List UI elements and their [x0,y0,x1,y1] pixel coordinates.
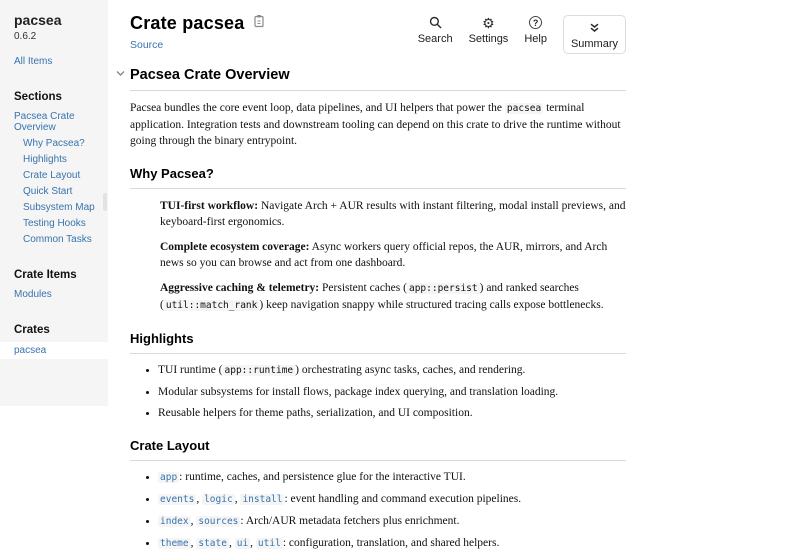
question-circle-icon: ? [529,15,542,30]
sidebar-item-quick-start[interactable]: Quick Start [23,186,73,197]
list-item: • TUI runtime ( app::runtime ) orchestrating async tasks, caches, and rendering. [158,362,626,379]
crate-layout-list [130,469,626,552]
list-item: • Modular subsystems for install flows, package index querying, and translation loading. [158,384,626,400]
inline-code: util::match_rank [165,300,258,311]
list-item: • Reusable helpers for theme paths, serialization, and UI composition. [158,405,626,421]
search-button[interactable] [418,15,453,45]
search-label: Search [417,33,453,45]
module-link[interactable]: state [198,538,227,549]
module-link[interactable]: app [160,472,178,483]
page-header [130,13,626,54]
sidebar [0,0,108,406]
module-link[interactable]: index [160,516,189,527]
settings-button[interactable] [469,15,509,45]
summary-button[interactable] [563,15,626,54]
toolbar [418,15,626,54]
page-title: Crate pacsea [130,13,245,33]
module-link[interactable]: install [242,494,283,505]
sidebar-crate-items-heading: Crate Items [14,269,77,281]
sidebar-item-modules[interactable]: Modules [14,289,52,300]
search-icon [429,15,442,30]
module-link[interactable]: theme [160,538,189,549]
highlights-list [130,362,626,421]
main-content [108,0,800,549]
sidebar-item-why-pacsea[interactable]: Why Pacsea? [23,138,85,149]
sidebar-all-items-link[interactable]: All Items [14,56,53,67]
why-item: Aggressive caching & telemetry: Persistent caches ( app::persist ) and ranked searches ( util::match_rank ) keep navigation snappy while structured tracing calls expose bottlenecks. [160,282,604,311]
overview-heading: Pacsea Crate Overview [130,67,626,91]
gear-icon: ⚙ [482,14,495,31]
sidebar-item-crate-layout[interactable]: Crate Layout [23,170,81,181]
sidebar-crate-items-list [14,289,108,300]
sidebar-item-subsystem-map[interactable]: Subsystem Map [23,202,95,213]
sidebar-sections-heading: Sections [14,91,62,103]
why-pacsea-list [130,198,626,314]
copy-path-icon[interactable] [253,14,265,28]
inline-code: app::persist [408,283,478,294]
sidebar-crate-version: 0.6.2 [14,31,37,42]
double-chevron-down-icon [589,20,600,35]
list-item: • theme , state , ui , util : configuration, translation, and shared helpers. [158,535,626,552]
sidebar-crate-name[interactable]: pacsea [14,12,62,28]
sidebar-item-testing-hooks[interactable]: Testing Hooks [23,218,86,229]
module-link[interactable]: ui [236,538,249,549]
sidebar-sections-list [14,111,108,245]
sidebar-resize-handle[interactable] [103,193,107,211]
sidebar-item-crate-pacsea[interactable]: pacsea [0,342,108,359]
crate-layout-heading: Crate Layout [130,438,626,461]
module-link[interactable]: logic [204,494,233,505]
sidebar-crates-heading: Crates [14,324,50,336]
module-link[interactable]: events [160,494,195,505]
list-item: • index , sources : Arch/AUR metadata fetchers plus enrichment. [158,513,626,530]
module-link[interactable]: sources [198,516,239,527]
list-item: • app : runtime, caches, and persistence glue for the interactive TUI. [158,469,626,486]
highlights-heading: Highlights [130,331,626,354]
why-pacsea-heading: Why Pacsea? [130,166,626,189]
sidebar-item-overview[interactable]: Pacsea Crate Overview [14,111,75,133]
collapse-chevron-icon[interactable] [116,70,125,77]
inline-code: pacsea [506,103,542,114]
intro-paragraph: Pacsea bundles the core event loop, data pipelines, and UI helpers that power the pacsea terminal application. Integration tests and downstream tooling can depend on this crate to drive the runtime without going through the binary entrypoint. [130,102,621,147]
help-button[interactable] [524,15,547,45]
help-label: Help [524,33,547,45]
module-link[interactable]: util [257,538,281,549]
list-item: • events , logic , install : event handling and command execution pipelines. [158,491,626,508]
sidebar-item-highlights[interactable]: Highlights [23,154,67,165]
inline-code: app::runtime [224,365,294,376]
why-item: TUI-first workflow: Navigate Arch + AUR results with instant filtering, modal install previews, and keyboard-first ergonomics. [160,200,626,228]
summary-label: Summary [570,38,618,50]
sidebar-item-common-tasks[interactable]: Common Tasks [23,234,92,245]
why-item: Complete ecosystem coverage: Async workers query official repos, the AUR, mirrors, and Arch news so you can browse and act from one dashboard. [160,241,608,269]
settings-label: Settings [468,33,509,45]
source-link[interactable]: Source [130,39,164,51]
